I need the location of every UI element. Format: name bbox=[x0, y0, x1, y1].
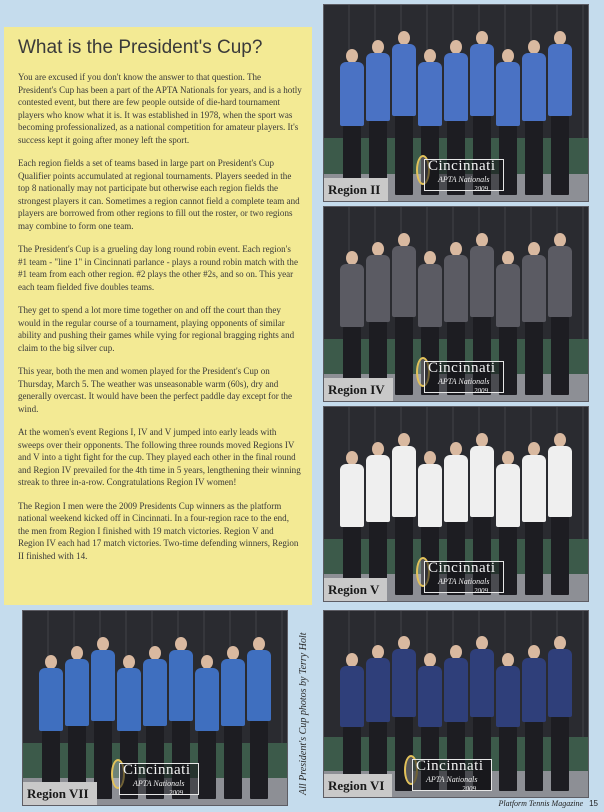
team-member bbox=[548, 233, 572, 395]
cincinnati-logo: Cincinnati APTA Nationals 2009 bbox=[416, 555, 506, 599]
team-member bbox=[522, 645, 546, 791]
team-member bbox=[548, 31, 572, 195]
team-member bbox=[65, 646, 89, 799]
team-member bbox=[39, 655, 63, 799]
article-paragraph: Each region fields a set of teams based in large part on President's Cup Qualifier points accumulated at regional tournaments. Players seeded in the top 8 nationally may not participate but otherwise each region fields the strongest players it can. Sometimes a region cannot field a complete team and players are borrowed from other regions to fill out the roster, or two regions may combine to form one team. bbox=[18, 158, 300, 231]
article-paragraph: At the women's event Regions I, IV and V jumped into early leads with sweeps over their opponents. The following three rounds moved Regions IV and V into a tight fight for the cup. They played each other in the final round and Region IV prevailed for the 4th time in 5 years, lengthening their winning streak to three in-a-row. Congratulations Region IV women! bbox=[18, 427, 301, 487]
cincinnati-logo: Cincinnati APTA Nationals 2009 bbox=[111, 757, 201, 801]
team-member bbox=[366, 40, 390, 195]
region-label: Region II bbox=[324, 178, 388, 201]
team-member bbox=[496, 653, 520, 791]
region-7-photo bbox=[22, 610, 288, 806]
magazine-name: Platform Tennis Magazine bbox=[498, 799, 584, 808]
region-5-photo bbox=[323, 406, 589, 602]
cincinnati-logo: Cincinnati APTA Nationals 2009 bbox=[416, 355, 506, 399]
team-member bbox=[247, 637, 271, 799]
team-member bbox=[366, 645, 390, 791]
region-label: Region V bbox=[324, 578, 387, 601]
team-member bbox=[548, 636, 572, 791]
team-member bbox=[340, 451, 364, 595]
article-box bbox=[4, 27, 312, 605]
region-4-photo bbox=[323, 206, 589, 402]
team-member bbox=[548, 433, 572, 595]
team-member bbox=[392, 233, 416, 395]
team-member bbox=[221, 646, 245, 799]
team-member bbox=[392, 433, 416, 595]
cincinnati-logo: Cincinnati APTA Nationals 2009 bbox=[416, 153, 506, 197]
article-paragraph: This year, both the men and women played for the President's Cup on Thursday, March 5. The weather was unseasonable warm (60s), dry and generally overcast. It would have been the perfect paddle day except for the wind. bbox=[18, 366, 293, 414]
article-paragraph: The President's Cup is a grueling day long round robin event. Each region's #1 team - "line 1" in Cincinnati parlance - plays a round robin match with the #1 team from each other region. #2 plays the other #2s, and so on. This year each team fielded five doubles teams. bbox=[18, 244, 298, 292]
team-member bbox=[340, 251, 364, 395]
team-member bbox=[340, 49, 364, 195]
page-number: 15 bbox=[589, 799, 598, 808]
article-paragraph: They get to spend a lot more time together on and off the court than they would in the regular course of a tournament, playing opponents of similar ability and pushing their games while vying for regional bragging rights and claim to the big silver cup. bbox=[18, 305, 295, 353]
photo-credit: All President's Cup photos by Terry Holt bbox=[298, 632, 309, 795]
team-member bbox=[522, 442, 546, 595]
team-member bbox=[366, 242, 390, 395]
cincinnati-logo: Cincinnati APTA Nationals 2009 bbox=[404, 753, 494, 797]
team-member bbox=[522, 40, 546, 195]
region-label: Region VII bbox=[23, 782, 97, 805]
team-member bbox=[392, 31, 416, 195]
article-paragraph: The Region I men were the 2009 Presidents Cup winners as the platform national weekend kicked off in Cincinnati. In a four-region race to the end, the men from Region I finished with 19 match victories. Region V and Region IV each had 17 match victories. Two-time defending winners, Region II finished with 14. bbox=[18, 500, 299, 561]
region-6-photo bbox=[323, 610, 589, 798]
team-member bbox=[366, 442, 390, 595]
article-title: What is the President's Cup? bbox=[18, 37, 263, 58]
region-label: Region IV bbox=[324, 378, 393, 401]
page-footer bbox=[498, 799, 598, 808]
team-member bbox=[522, 242, 546, 395]
team-member bbox=[340, 653, 364, 791]
region-2-photo bbox=[323, 4, 589, 202]
article-paragraph: You are excused if you don't know the answer to that question. The President's Cup has been a part of the APTA Nationals for years, and is a hotly contested event, but there are few people outside of die-hard tournament players who know what it is. It was established in 1978, when the sport was becoming professionalized, as a national competition for amateur players. It's success kept it going after money left the sport. bbox=[18, 72, 302, 145]
region-label: Region VI bbox=[324, 774, 392, 797]
